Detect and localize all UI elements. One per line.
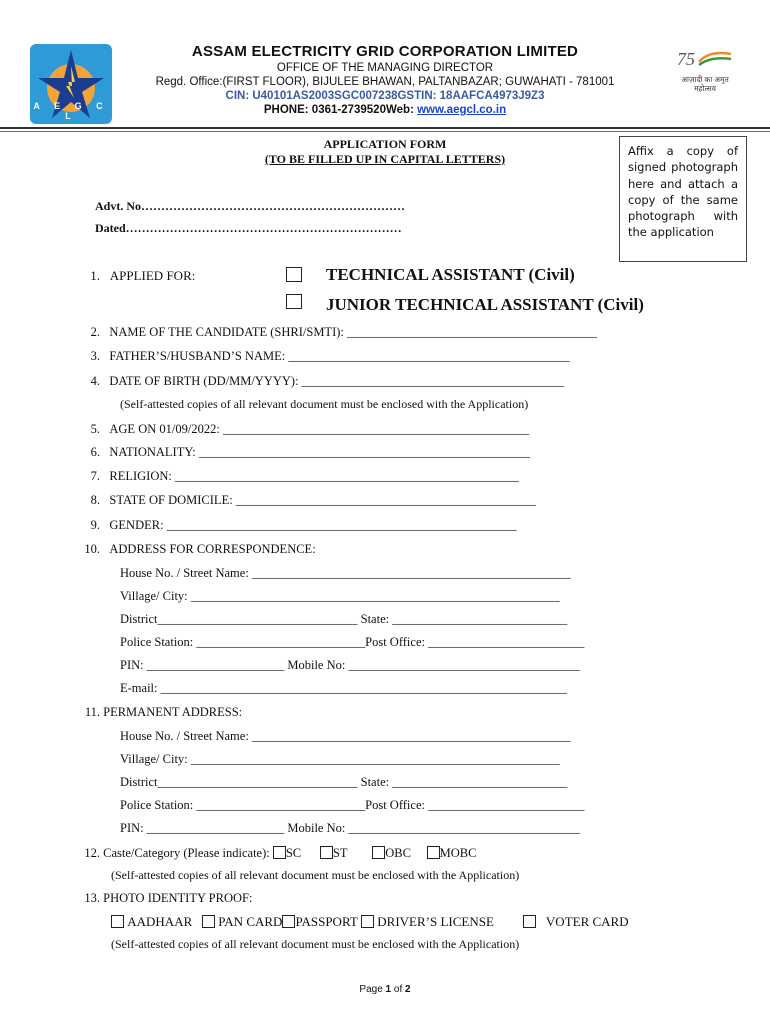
corr-district-state-field[interactable]: District________________________________ State: ____________________________: [120, 612, 568, 626]
nationality-field[interactable]: NATIONALITY: _____________________________________________________: [109, 445, 531, 459]
domicile-row[interactable]: [72, 493, 536, 508]
religion-field[interactable]: RELIGION: _______________________________________________________: [109, 469, 519, 483]
emblem-text: आज़ादी का अमृत महोत्सव: [681, 75, 729, 93]
page-current: 1: [385, 984, 392, 995]
id-voter-checkbox[interactable]: [523, 915, 536, 928]
caste-sc-checkbox[interactable]: [273, 846, 286, 859]
id-driving-license-checkbox[interactable]: [361, 915, 374, 928]
caste-mobc-checkbox[interactable]: [427, 846, 440, 859]
id-pan-label: PAN CARD: [218, 914, 283, 929]
id-aadhaar-label: AADHAAR: [127, 914, 193, 929]
phone-text: PHONE: 0361-2739520Web:: [263, 104, 418, 116]
caste-st-checkbox[interactable]: [320, 846, 333, 859]
address-corr-label: ADDRESS FOR CORRESPONDENCE:: [109, 542, 316, 556]
id-driving-license-label: DRIVER’S LICENSE: [377, 914, 494, 929]
corr-house-field[interactable]: House No. / Street Name: ___________________________________________________: [120, 566, 571, 580]
photo-box[interactable]: Affix a copy of signed photograph here and attach a copy of the same photograph with the application: [619, 136, 747, 262]
item-number: 4.: [90, 374, 100, 388]
item-number: 2.: [90, 325, 100, 339]
item-number: 1.: [90, 268, 100, 283]
item-number: 10.: [84, 542, 100, 556]
regd-office-line: Regd. Office:(FIRST FLOOR), BIJULEE BHAWAN, PALTANBAZAR; GUWAHATI - 781001: [155, 76, 615, 88]
svg-text:75: 75: [677, 49, 695, 69]
website-link[interactable]: www.aegcl.co.in: [417, 104, 507, 116]
caste-row: [72, 846, 476, 861]
photo-id-heading: [72, 891, 252, 906]
domicile-field[interactable]: STATE OF DOMICILE: ________________________________________________: [109, 493, 536, 507]
corr-pin-mobile-field[interactable]: PIN: ______________________ Mobile No: _____________________________________: [120, 658, 580, 672]
form-title-sub: (TO BE FILLED UP IN CAPITAL LETTERS): [264, 152, 506, 166]
id-aadhaar-checkbox[interactable]: [111, 915, 124, 928]
perm-district-state-field[interactable]: District________________________________ State: ____________________________: [120, 775, 568, 789]
nationality-row[interactable]: [72, 445, 530, 460]
item-number: 3.: [90, 349, 100, 363]
form-title: [230, 137, 540, 167]
emblem-75-icon: [675, 48, 735, 70]
candidate-name-row[interactable]: [72, 325, 597, 340]
office-line: OFFICE OF THE MANAGING DIRECTOR: [276, 62, 494, 74]
caste-note: (Self-attested copies of all relevant document must be enclosed with the Application): [111, 868, 520, 882]
header-rule: [0, 127, 770, 129]
perm-pin-mobile-field[interactable]: PIN: ______________________ Mobile No: _____________________________________: [120, 821, 580, 835]
id-pan-checkbox[interactable]: [202, 915, 215, 928]
page-total: 2: [405, 984, 411, 995]
cin-line: CIN: U40101AS2003SGC007238GSTIN: 18AAFCA4973J9Z3: [225, 90, 545, 102]
corr-police-post-field[interactable]: Police Station: ___________________________Post Office: _________________________: [120, 635, 585, 649]
caste-obc-checkbox[interactable]: [372, 846, 385, 859]
azadi-emblem: [675, 48, 735, 93]
father-name-row[interactable]: [72, 349, 570, 364]
item-number: 6.: [90, 445, 100, 459]
page-number: [0, 984, 770, 995]
page-of: of: [391, 984, 406, 995]
gender-field[interactable]: GENDER: ________________________________________________________: [109, 518, 517, 532]
item-number: 7.: [90, 469, 100, 483]
item-number: 9.: [90, 518, 100, 532]
age-row[interactable]: [72, 422, 529, 437]
dob-note: (Self-attested copies of all relevant document must be enclosed with the Application): [120, 397, 529, 411]
gender-row[interactable]: [72, 518, 517, 533]
perm-address-label: PERMANENT ADDRESS:: [103, 705, 243, 719]
perm-address-heading: [72, 705, 242, 720]
candidate-name-field[interactable]: NAME OF THE CANDIDATE (SHRI/SMTI): ________________________________________: [109, 325, 597, 339]
dob-field[interactable]: DATE OF BIRTH (DD/MM/YYYY): __________________________________________: [109, 374, 565, 388]
dob-row[interactable]: [72, 374, 564, 389]
logo-text: A E G C L: [33, 101, 109, 121]
corr-email-field[interactable]: E-mail: _________________________________________________________________: [120, 681, 567, 695]
post1-label: TECHNICAL ASSISTANT (Civil): [326, 265, 575, 284]
father-name-field[interactable]: FATHER’S/HUSBAND’S NAME: _____________________________________________: [109, 349, 570, 363]
age-field[interactable]: AGE ON 01/09/2022: _________________________________________________: [109, 422, 530, 436]
caste-st-label: ST: [332, 846, 348, 860]
perm-police-post-field[interactable]: Police Station: ___________________________Post Office: _________________________: [120, 798, 585, 812]
applied-for-label: APPLIED FOR:: [109, 268, 196, 283]
item-number: 5.: [90, 422, 100, 436]
header-rule-thin: [0, 131, 770, 132]
aegcl-logo: [30, 44, 112, 124]
photo-id-options: [111, 914, 629, 930]
corr-village-field[interactable]: Village/ City: ___________________________________________________________: [120, 589, 560, 603]
caste-obc-label: OBC: [385, 846, 411, 860]
perm-village-field[interactable]: Village/ City: ___________________________________________________________: [120, 752, 560, 766]
post1-checkbox[interactable]: [286, 267, 302, 282]
form-title-main: APPLICATION FORM: [323, 137, 447, 151]
item-number: 8.: [90, 493, 100, 507]
id-passport-label: PASSPORT: [295, 914, 358, 929]
caste-sc-label: SC: [285, 846, 302, 860]
id-passport-checkbox[interactable]: [282, 915, 295, 928]
address-corr-heading: [72, 542, 316, 557]
applied-for-row: [72, 268, 195, 284]
post2-checkbox[interactable]: [286, 294, 302, 309]
id-voter-label: VOTER CARD: [545, 914, 629, 929]
dated-field[interactable]: Dated……………………………………………………………: [95, 221, 402, 235]
item-number: 12.: [84, 846, 100, 860]
item-number: 13.: [84, 891, 100, 905]
photo-id-label: PHOTO IDENTITY PROOF:: [103, 891, 253, 905]
item-number: 11.: [84, 705, 100, 719]
phone-line: [120, 104, 650, 116]
page-prefix: Page: [359, 984, 386, 995]
post2-label: JUNIOR TECHNICAL ASSISTANT (Civil): [326, 295, 644, 314]
org-name: ASSAM ELECTRICITY GRID CORPORATION LIMITED: [191, 43, 579, 60]
advt-no-field[interactable]: Advt. No…………………………………………………………: [95, 199, 406, 213]
photo-id-note: (Self-attested copies of all relevant document must be enclosed with the Application): [111, 937, 520, 951]
perm-house-field[interactable]: House No. / Street Name: ___________________________________________________: [120, 729, 571, 743]
religion-row[interactable]: [72, 469, 519, 484]
caste-label: Caste/Category (Please indicate):: [103, 846, 270, 860]
caste-mobc-label: MOBC: [439, 846, 477, 860]
